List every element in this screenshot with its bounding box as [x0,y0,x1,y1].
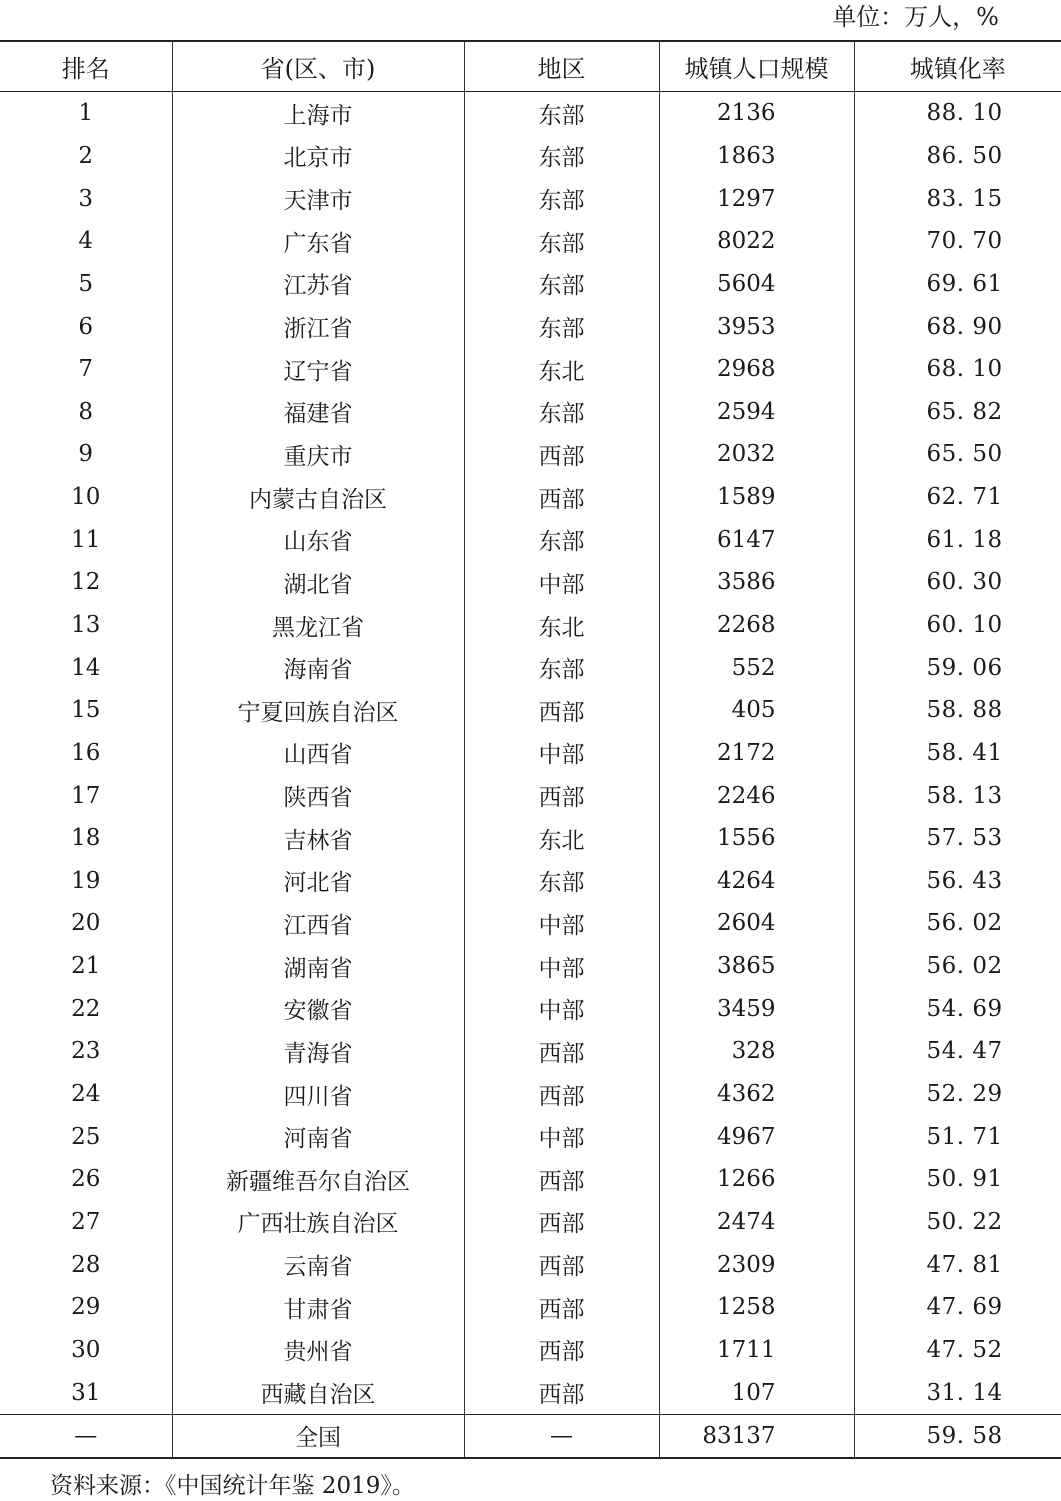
cell-urban-population: 2474 [659,1201,854,1244]
cell-urbanization-rate: 50. 91 [854,1158,1061,1201]
header-province: 省(区、市) [172,41,464,92]
cell-region: 中部 [464,987,659,1030]
cell-province: 辽宁省 [172,348,464,391]
cell-province: 西藏自治区 [172,1371,464,1414]
cell-region: 西部 [464,1201,659,1244]
cell-province: 云南省 [172,1243,464,1286]
total-urbanization-rate: 59. 58 [854,1414,1061,1458]
cell-urbanization-rate: 56. 02 [854,945,1061,988]
cell-region: 东部 [464,518,659,561]
cell-province: 内蒙古自治区 [172,476,464,519]
cell-rank: 10 [71,484,101,511]
cell-province: 江苏省 [172,263,464,306]
cell-urbanization-rate: 88. 10 [854,92,1061,135]
table-row [0,604,1061,647]
cell-rank: 21 [71,953,101,980]
cell-urban-population: 1266 [659,1158,854,1201]
table-row [0,987,1061,1030]
cell-urbanization-rate: 56. 02 [854,902,1061,945]
cell-province: 福建省 [172,390,464,433]
cell-urbanization-rate: 54. 47 [854,1030,1061,1073]
cell-rank: 23 [71,1038,101,1065]
cell-rank: 11 [71,526,101,553]
total-row [0,1414,1061,1458]
cell-province: 新疆维吾尔自治区 [172,1158,464,1201]
cell-urbanization-rate: 50. 22 [854,1201,1061,1244]
cell-rank: 19 [71,867,101,894]
table-row [0,1030,1061,1073]
total-label: 全国 [172,1414,464,1458]
cell-urban-population: 2172 [659,732,854,775]
cell-urbanization-rate: 86. 50 [854,135,1061,178]
cell-province: 山东省 [172,518,464,561]
table-footer [0,1414,1061,1458]
cell-province: 甘肃省 [172,1286,464,1329]
cell-rank: 3 [78,185,94,212]
cell-urbanization-rate: 58. 13 [854,774,1061,817]
cell-rank: 8 [78,398,94,425]
cell-urban-population: 2246 [659,774,854,817]
cell-province: 河北省 [172,860,464,903]
table-row [0,817,1061,860]
table-row [0,646,1061,689]
cell-region: 东部 [464,305,659,348]
cell-province: 贵州省 [172,1329,464,1372]
cell-province: 青海省 [172,1030,464,1073]
cell-urbanization-rate: 68. 10 [854,348,1061,391]
cell-region: 东部 [464,220,659,263]
table-row [0,305,1061,348]
table-row [0,1115,1061,1158]
cell-region: 西部 [464,476,659,519]
cell-region: 西部 [464,433,659,476]
cell-urban-population: 2136 [659,92,854,135]
cell-urban-population: 3459 [659,987,854,1030]
cell-urban-population: 1258 [659,1286,854,1329]
cell-urban-population: 1589 [659,476,854,519]
table-row [0,476,1061,519]
cell-urbanization-rate: 60. 30 [854,561,1061,604]
table-row [0,1201,1061,1244]
cell-urbanization-rate: 31. 14 [854,1371,1061,1414]
cell-urban-population: 1297 [659,177,854,220]
cell-region: 东北 [464,348,659,391]
cell-urban-population: 3865 [659,945,854,988]
cell-rank: 25 [71,1123,101,1150]
cell-province: 河南省 [172,1115,464,1158]
cell-province: 吉林省 [172,817,464,860]
cell-urbanization-rate: 83. 15 [854,177,1061,220]
cell-rank: 12 [71,569,101,596]
table-row [0,561,1061,604]
cell-urban-population: 405 [659,689,854,732]
table-row [0,348,1061,391]
cell-urbanization-rate: 65. 82 [854,390,1061,433]
cell-region: 西部 [464,1073,659,1116]
cell-province: 四川省 [172,1073,464,1116]
cell-rank: 31 [71,1379,101,1406]
cell-region: 中部 [464,902,659,945]
cell-rank: 28 [71,1251,101,1278]
cell-urbanization-rate: 57. 53 [854,817,1061,860]
table-row [0,390,1061,433]
cell-urban-population: 4362 [659,1073,854,1116]
cell-urbanization-rate: 58. 88 [854,689,1061,732]
cell-urbanization-rate: 47. 52 [854,1329,1061,1372]
cell-province: 山西省 [172,732,464,775]
cell-urban-population: 3953 [659,305,854,348]
cell-urbanization-rate: 47. 81 [854,1243,1061,1286]
cell-rank: 29 [71,1294,101,1321]
cell-urban-population: 8022 [659,220,854,263]
cell-region: 西部 [464,689,659,732]
cell-province: 上海市 [172,92,464,135]
cell-urban-population: 5604 [659,263,854,306]
cell-urbanization-rate: 56. 43 [854,860,1061,903]
table-row [0,1286,1061,1329]
table-row [0,135,1061,178]
cell-urban-population: 1863 [659,135,854,178]
cell-region: 中部 [464,732,659,775]
cell-rank: 17 [71,782,101,809]
cell-urbanization-rate: 68. 90 [854,305,1061,348]
cell-region: 西部 [464,1286,659,1329]
cell-region: 东部 [464,860,659,903]
cell-region: 中部 [464,1115,659,1158]
unit-note: 单位：万人，% [832,3,999,31]
cell-rank: 20 [71,910,101,937]
table-row [0,1243,1061,1286]
table-row [0,774,1061,817]
cell-urban-population: 2309 [659,1243,854,1286]
cell-rank: 4 [78,228,94,255]
cell-region: 中部 [464,561,659,604]
cell-urbanization-rate: 51. 71 [854,1115,1061,1158]
cell-rank: 16 [71,739,101,766]
total-region: — [464,1414,659,1458]
cell-province: 重庆市 [172,433,464,476]
cell-rank: 1 [78,100,94,127]
total-urban-population: 83137 [659,1414,854,1458]
cell-region: 西部 [464,774,659,817]
cell-province: 湖北省 [172,561,464,604]
header-row [0,41,1061,92]
cell-rank: 5 [78,270,94,297]
cell-region: 东部 [464,177,659,220]
table-row [0,860,1061,903]
cell-region: 西部 [464,1158,659,1201]
cell-urbanization-rate: 62. 71 [854,476,1061,519]
cell-rank: 15 [71,697,101,724]
cell-region: 中部 [464,945,659,988]
cell-urban-population: 2268 [659,604,854,647]
cell-rank: 6 [78,313,94,340]
table-row [0,1158,1061,1201]
table-row [0,689,1061,732]
source-note: 资料来源：《中国统计年鉴 2019》。 [50,1473,415,1499]
cell-province: 广东省 [172,220,464,263]
cell-rank: 13 [71,612,101,638]
cell-urban-population: 1711 [659,1329,854,1372]
cell-region: 东部 [464,646,659,689]
cell-province: 浙江省 [172,305,464,348]
cell-urbanization-rate: 70. 70 [854,220,1061,263]
table-row [0,1329,1061,1372]
cell-urban-population: 4264 [659,860,854,903]
cell-urbanization-rate: 60. 10 [854,604,1061,647]
table-row [0,732,1061,775]
cell-region: 西部 [464,1243,659,1286]
cell-province: 陕西省 [172,774,464,817]
cell-urban-population: 6147 [659,518,854,561]
cell-rank: 7 [78,356,94,383]
table-row [0,263,1061,306]
cell-urbanization-rate: 65. 50 [854,433,1061,476]
cell-rank: 27 [71,1208,101,1235]
table-row [0,433,1061,476]
cell-region: 西部 [464,1329,659,1372]
cell-region: 东部 [464,390,659,433]
table-row [0,1371,1061,1414]
cell-urban-population: 4967 [659,1115,854,1158]
cell-urban-population: 2032 [659,433,854,476]
cell-rank: 14 [71,654,101,681]
cell-rank: 2 [78,142,94,169]
cell-province: 广西壮族自治区 [172,1201,464,1244]
cell-urbanization-rate: 52. 29 [854,1073,1061,1116]
table-header [0,41,1061,92]
cell-rank: 22 [71,995,101,1022]
cell-rank: 24 [71,1081,101,1108]
cell-rank: 30 [71,1336,101,1363]
urbanization-table [0,40,1061,1459]
cell-rank: 9 [78,441,94,468]
table-body [0,92,1061,1415]
cell-urbanization-rate: 61. 18 [854,518,1061,561]
cell-province: 黑龙江省 [172,604,464,647]
cell-region: 东北 [464,604,659,647]
cell-urbanization-rate: 58. 41 [854,732,1061,775]
cell-rank: 26 [71,1166,101,1193]
total-rank: — [0,1414,172,1458]
table-row [0,1073,1061,1116]
cell-urban-population: 328 [659,1030,854,1073]
cell-region: 东部 [464,263,659,306]
cell-province: 安徽省 [172,987,464,1030]
table-row [0,177,1061,220]
table-row [0,220,1061,263]
header-urbanization-rate: 城镇化率 [854,41,1061,92]
cell-province: 天津市 [172,177,464,220]
cell-urban-population: 1556 [659,817,854,860]
cell-urban-population: 2968 [659,348,854,391]
cell-urban-population: 107 [659,1371,854,1414]
cell-province: 湖南省 [172,945,464,988]
table-row [0,518,1061,561]
header-rank: 排名 [0,41,172,92]
table-row [0,902,1061,945]
cell-province: 宁夏回族自治区 [172,689,464,732]
cell-region: 东北 [464,817,659,860]
cell-province: 海南省 [172,646,464,689]
cell-region: 西部 [464,1371,659,1414]
header-urban-population: 城镇人口规模 [659,41,854,92]
header-region: 地区 [464,41,659,92]
cell-region: 西部 [464,1030,659,1073]
cell-urbanization-rate: 59. 06 [854,646,1061,689]
cell-region: 东部 [464,92,659,135]
cell-province: 江西省 [172,902,464,945]
cell-urban-population: 2604 [659,902,854,945]
cell-region: 东部 [464,135,659,178]
cell-urbanization-rate: 54. 69 [854,987,1061,1030]
cell-urban-population: 552 [659,646,854,689]
cell-rank: 18 [71,825,101,852]
table-row [0,92,1061,135]
cell-urbanization-rate: 47. 69 [854,1286,1061,1329]
cell-province: 北京市 [172,135,464,178]
cell-urban-population: 2594 [659,390,854,433]
cell-urban-population: 3586 [659,561,854,604]
cell-urbanization-rate: 69. 61 [854,263,1061,306]
table-row [0,945,1061,988]
